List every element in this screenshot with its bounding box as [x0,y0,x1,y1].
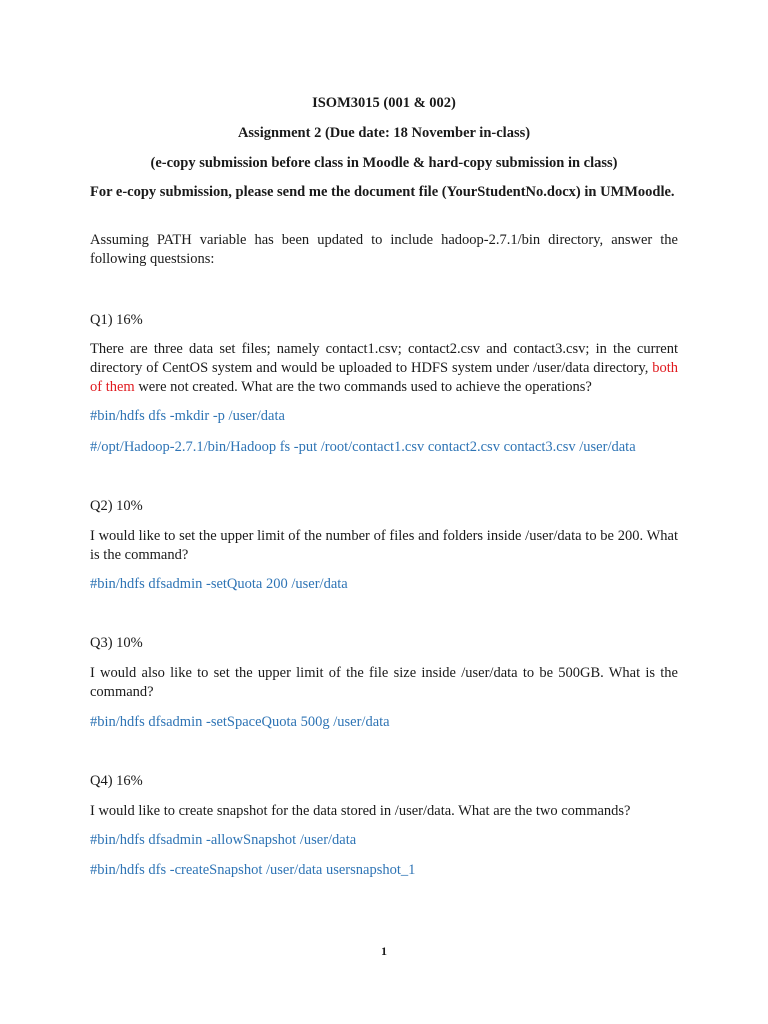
question-1-answer-1: #bin/hdfs dfs -mkdir -p /user/data [90,408,285,424]
submission-note: (e-copy submission before class in Moodle & hard-copy submission in class) [150,155,618,171]
question-3-label: Q3) 10% [90,635,143,651]
question-1-highlight: both of them [90,360,678,395]
page-number: 1 [381,944,387,958]
question-2-text: I would like to set the upper limit of the number of files and folders inside /user/data to be 200. What is the command? [90,528,678,563]
assumption-text: Assuming PATH variable has been updated to include hadoop-2.7.1/bin directory, answer the following questsions: [90,232,678,267]
question-1-text-after: were not created. What are the two commands used to achieve the operations? [134,379,592,395]
ecopy-instruction: For e-copy submission, please send me the document file (YourStudentNo.docx) in UMMoodle. [90,184,675,200]
assignment-title: Assignment 2 (Due date: 18 November in-class) [237,125,531,141]
question-1-text [90,340,678,397]
question-4-text: I would like to create snapshot for the data stored in /user/data. What are the two commands? [90,803,631,819]
question-2-label: Q2) 10% [90,498,143,514]
question-4-answer-1: #bin/hdfs dfsadmin -allowSnapshot /user/data [90,832,357,848]
question-1-label: Q1) 16% [90,312,143,328]
question-2-answer-1: #bin/hdfs dfsadmin -setQuota 200 /user/data [90,576,348,592]
question-3-text: I would also like to set the upper limit of the file size inside /user/data to be 500GB. What is the command? [90,665,678,700]
question-4-label: Q4) 16% [90,773,143,789]
question-3-answer-1: #bin/hdfs dfsadmin -setSpaceQuota 500g /user/data [90,714,390,730]
question-1-text-before: There are three data set files; namely contact1.csv; contact2.csv and contact3.csv; in the current directory of CentOS system and would be uploaded to HDFS system under /user/data directory, [90,341,678,376]
question-1-answer-2: #/opt/Hadoop-2.7.1/bin/Hadoop fs -put /root/contact1.csv contact2.csv contact3.csv /user/data [90,439,636,455]
course-title: ISOM3015 (001 & 002) [312,95,456,111]
question-4-answer-2: #bin/hdfs dfs -createSnapshot /user/data usersnapshot_1 [90,862,416,878]
